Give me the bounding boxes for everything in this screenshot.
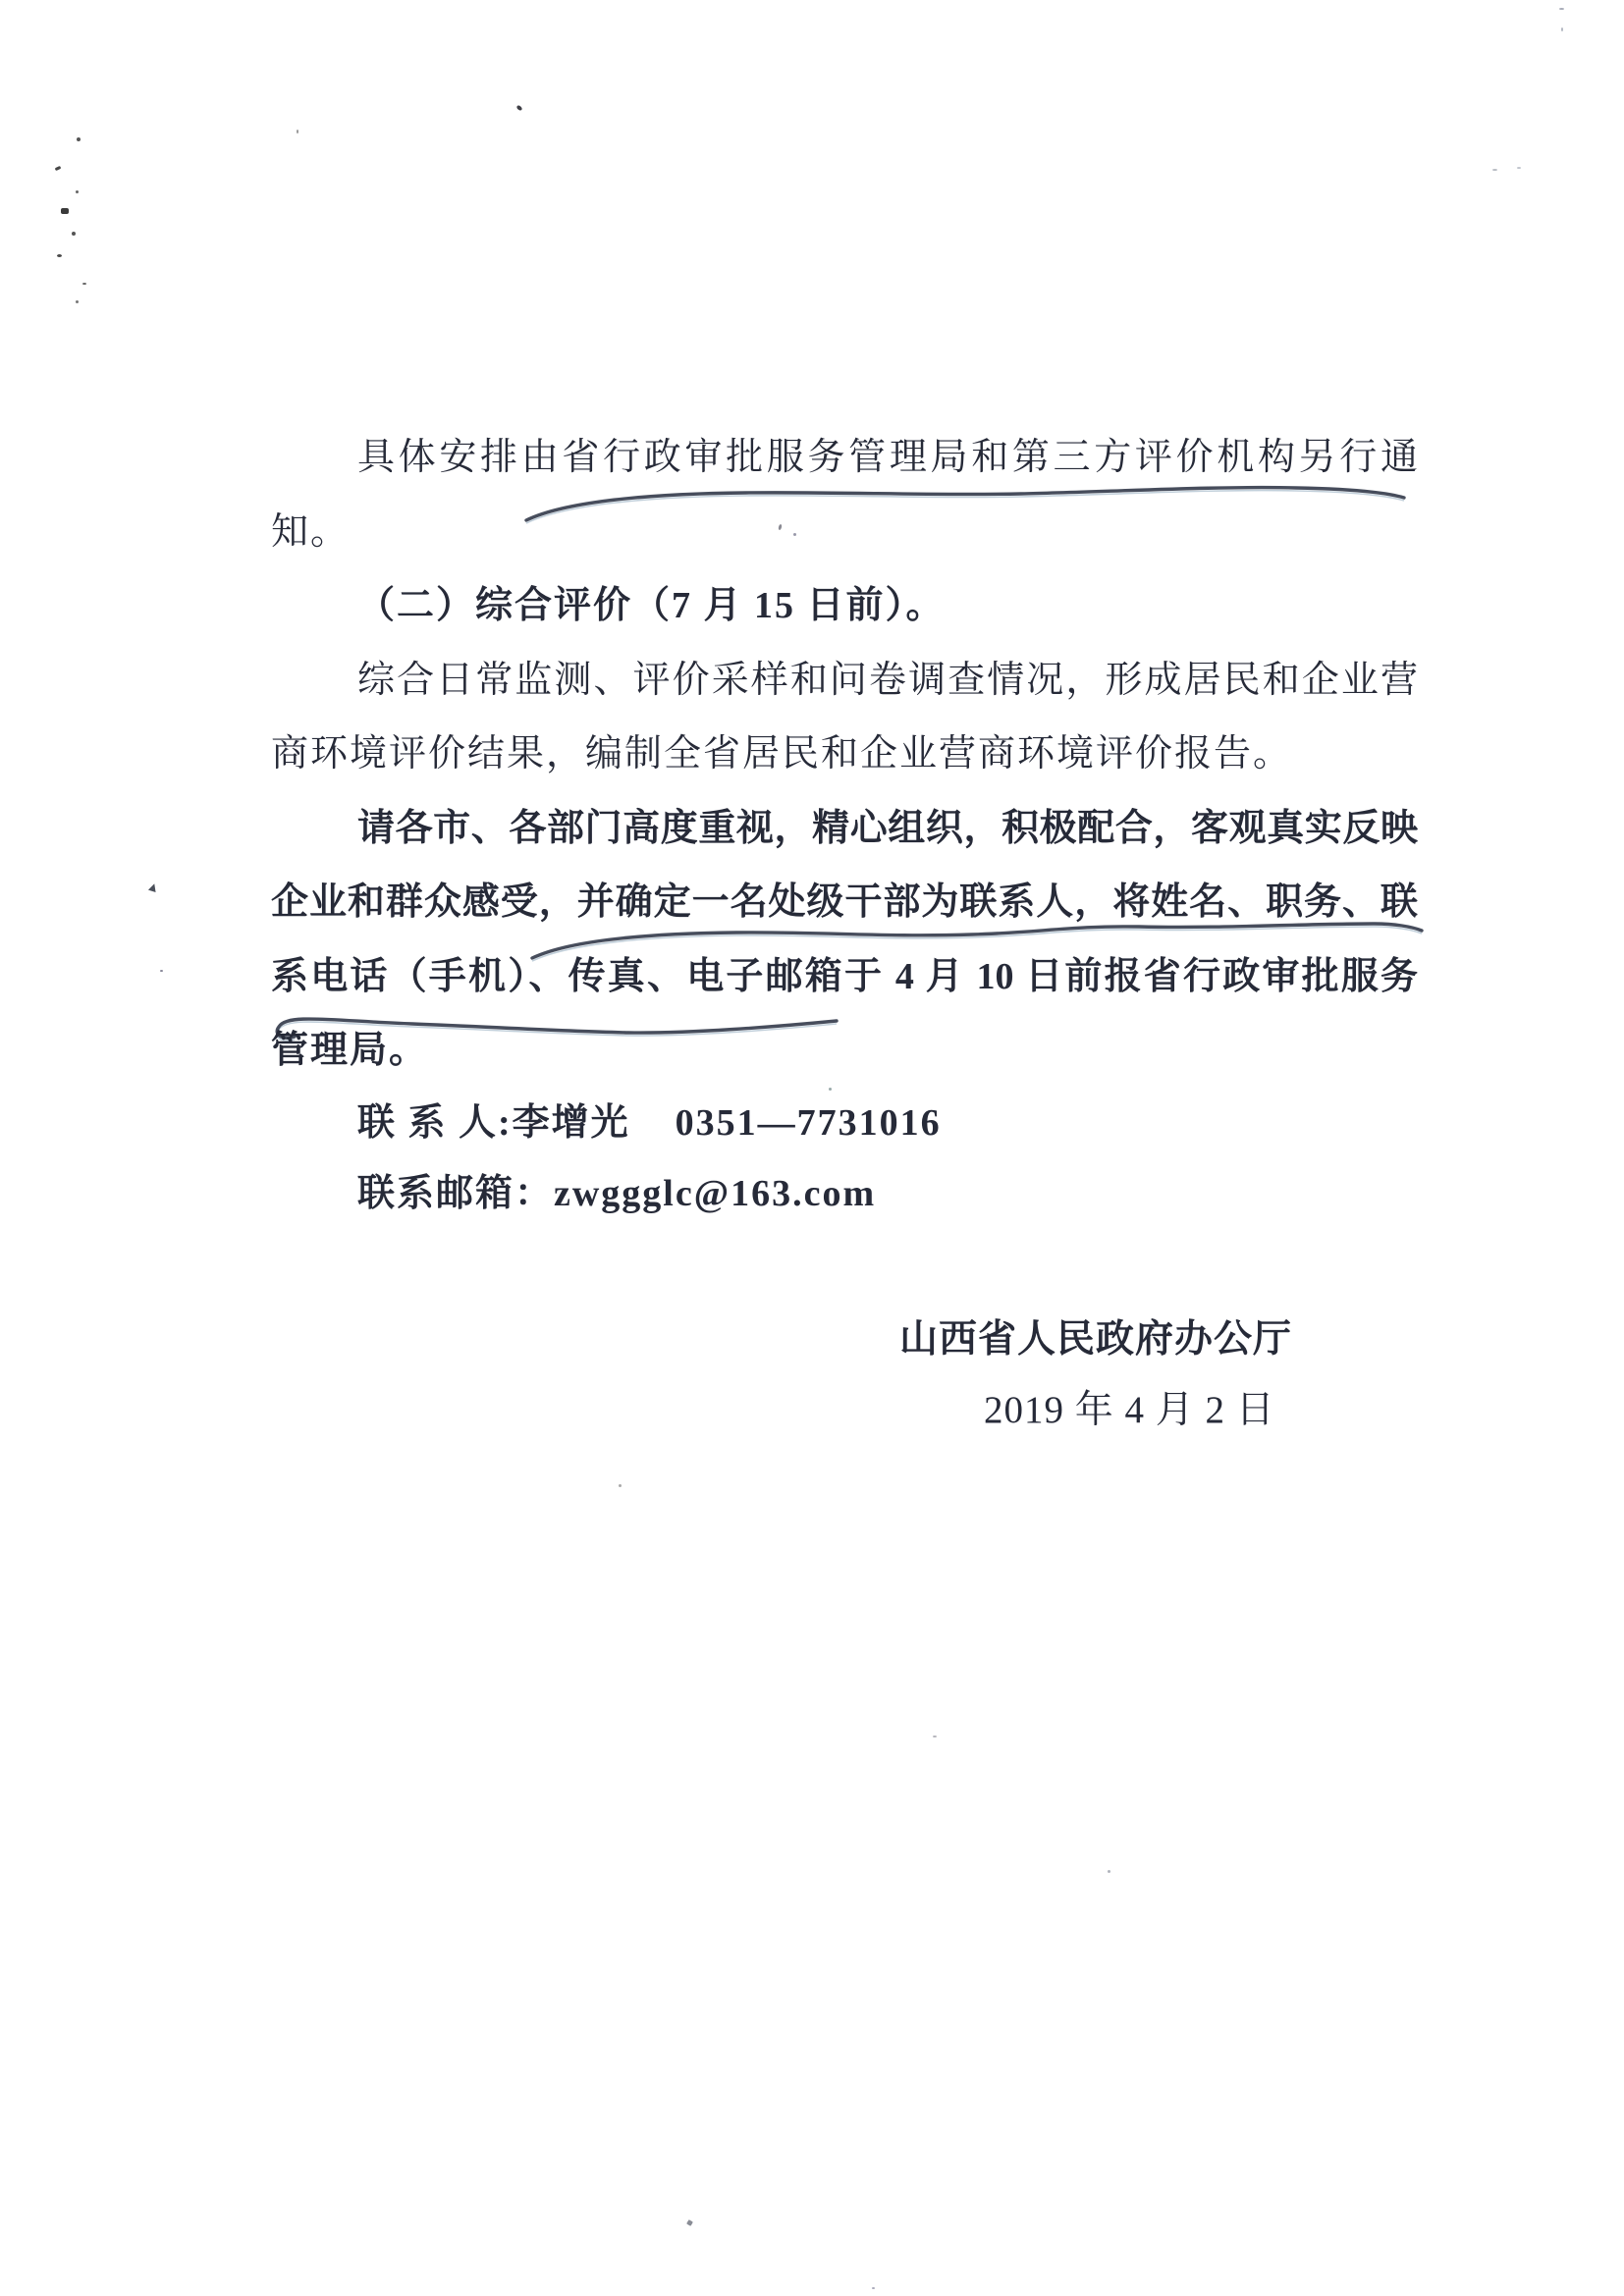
scan-speck <box>1517 167 1521 169</box>
document-line: 管理局。 <box>271 1030 429 1071</box>
document-line: 联 系 人:李增光 0351—7731016 <box>357 1102 942 1144</box>
scan-speck <box>933 1735 937 1737</box>
document-line: 请各市、各部门高度重视，精心组织，积极配合，客观真实反映 <box>357 808 1418 849</box>
scan-speck <box>872 2287 875 2289</box>
document-line: 企业和群众感受，并确定一名处级干部为联系人，将姓名、职务、联 <box>271 881 1418 923</box>
document-line: 系电话（手机）、传真、电子邮箱于 4 月 10 日前报省行政审批服务 <box>271 956 1418 997</box>
signature-date: 2019 年 4 月 2 日 <box>984 1389 1275 1431</box>
scan-speck <box>61 208 69 214</box>
scan-speck <box>72 232 76 236</box>
document-line: 商环境评价结果，编制全省居民和企业营商环境评价报告。 <box>271 733 1293 774</box>
scan-speck <box>829 1088 832 1091</box>
scan-speck <box>619 1484 622 1487</box>
document-line: 联系邮箱：zwggglc@163.com <box>357 1173 877 1214</box>
scan-speck <box>57 254 62 257</box>
scan-speck <box>82 283 86 285</box>
document-line: 综合日常监测、评价采样和问卷调查情况，形成居民和企业营 <box>357 660 1418 701</box>
scan-speck <box>297 130 298 133</box>
scan-speck <box>1559 8 1564 10</box>
scan-speck <box>160 970 163 972</box>
scan-speck <box>793 533 796 536</box>
scan-speck <box>1108 1870 1110 1873</box>
scan-speck <box>76 300 79 303</box>
scan-speck <box>77 137 81 141</box>
document-line: 具体安排由省行政审批服务管理局和第三方评价机构另行通 <box>357 437 1418 478</box>
scan-speck <box>1561 27 1563 31</box>
scan-speck <box>1492 169 1497 171</box>
document-line: （二）综合评价（7 月 15 日前）。 <box>357 585 946 626</box>
document-line: 知。 <box>271 511 351 553</box>
scan-speck <box>76 190 79 193</box>
signature-organization: 山西省人民政府办公厅 <box>899 1318 1293 1361</box>
